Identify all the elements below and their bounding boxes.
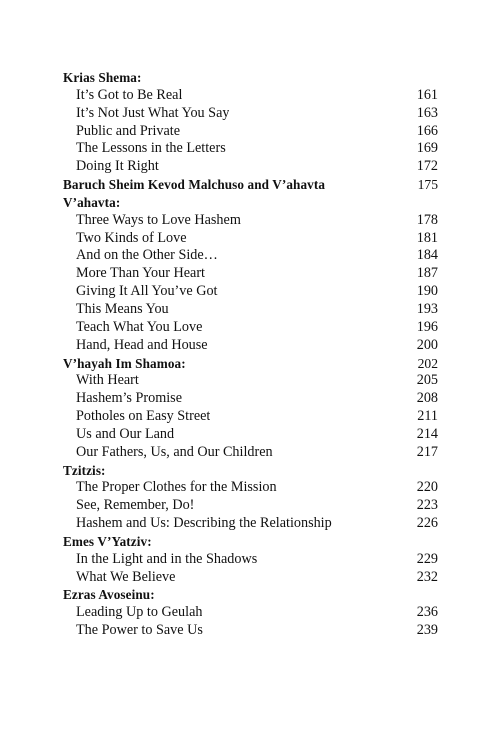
toc-entry — [63, 515, 438, 533]
toc-entry — [63, 444, 438, 462]
entry-title: Hand, Head and House — [76, 336, 208, 353]
page-number: 190 — [416, 283, 438, 300]
page-number: 163 — [416, 104, 438, 121]
entry-title: Two Kinds of Love — [76, 229, 187, 246]
toc-entry — [63, 497, 438, 515]
toc-section-heading — [63, 586, 438, 604]
page-number: 208 — [416, 390, 438, 407]
page-number: 166 — [416, 122, 438, 139]
toc-entry — [63, 212, 438, 230]
entry-title: It’s Not Just What You Say — [76, 104, 230, 121]
entry-title: More Than Your Heart — [76, 265, 205, 282]
page-number: 161 — [416, 86, 438, 103]
page-number: 236 — [416, 604, 438, 621]
entry-title: Hashem’s Promise — [76, 390, 183, 407]
entry-title: In the Light and in the Shadows — [76, 550, 258, 567]
page-number: 181 — [416, 229, 438, 246]
toc-entry — [63, 337, 438, 355]
page-number: 223 — [416, 497, 438, 514]
entry-title: The Lessons in the Letters — [76, 140, 226, 157]
toc-entry — [63, 105, 438, 123]
section-title: Baruch Sheim Kevod Malchuso and V’ahavta — [63, 177, 326, 193]
toc-section-heading — [63, 355, 438, 373]
toc-entry — [63, 372, 438, 390]
entry-title: What We Believe — [76, 568, 176, 585]
toc-entry — [63, 319, 438, 337]
entry-title: Three Ways to Love Hashem — [76, 211, 241, 228]
toc-section-heading — [63, 533, 438, 551]
toc-entry — [63, 604, 438, 622]
entry-title: Doing It Right — [76, 158, 159, 175]
toc-entry — [63, 390, 438, 408]
toc-entry — [63, 426, 438, 444]
toc-entry — [63, 569, 438, 587]
page-number: 200 — [416, 336, 438, 353]
page-number: 184 — [416, 247, 438, 264]
page-number: 172 — [416, 158, 438, 175]
page-number: 217 — [416, 443, 438, 460]
toc-entry — [63, 301, 438, 319]
entry-title: With Heart — [76, 372, 139, 389]
toc-entry — [63, 87, 438, 105]
entry-title: It’s Got to Be Real — [76, 86, 183, 103]
page-number: 226 — [416, 515, 438, 532]
entry-title: Our Fathers, Us, and Our Children — [76, 443, 273, 460]
entry-title: Public and Private — [76, 122, 181, 139]
toc-section-heading — [63, 462, 438, 480]
entry-title: Potholes on Easy Street — [76, 408, 211, 425]
toc-entry — [63, 230, 438, 248]
section-title: Tzitzis: — [63, 462, 106, 478]
entry-title: The Power to Save Us — [76, 622, 203, 639]
toc-entry — [63, 283, 438, 301]
page-number: 193 — [416, 300, 438, 317]
toc-entry — [63, 479, 438, 497]
entry-title: Teach What You Love — [76, 318, 203, 335]
toc-section-heading — [63, 176, 438, 194]
page-number: 214 — [416, 425, 438, 442]
toc-section-heading — [63, 194, 438, 212]
toc-entry — [63, 551, 438, 569]
toc-section-heading — [63, 69, 438, 87]
toc-entry — [63, 140, 438, 158]
toc-entry — [63, 622, 438, 640]
page-number: 169 — [416, 140, 438, 157]
page-number: 175 — [417, 177, 438, 193]
section-title: Ezras Avoseinu: — [63, 587, 155, 603]
entry-title: Hashem and Us: Describing the Relationship — [76, 515, 332, 532]
page-number: 196 — [416, 318, 438, 335]
section-title: Emes V’Yatziv: — [63, 533, 152, 549]
page-number: 232 — [416, 568, 438, 585]
toc-entry — [63, 247, 438, 265]
entry-title: See, Remember, Do! — [76, 497, 195, 514]
section-title: V’ahavta: — [63, 194, 121, 210]
section-title: Krias Shema: — [63, 70, 142, 85]
entry-title: Us and Our Land — [76, 425, 175, 442]
section-title: V’hayah Im Shamoa: — [63, 355, 186, 371]
page-number: 239 — [416, 622, 438, 639]
entry-title: This Means You — [76, 300, 169, 317]
page-number: 211 — [417, 408, 438, 425]
toc-entry — [63, 123, 438, 141]
page-number: 178 — [416, 211, 438, 228]
toc-entry — [63, 158, 438, 176]
toc-entry — [63, 265, 438, 283]
page-number: 229 — [416, 550, 438, 567]
entry-title: Giving It All You’ve Got — [76, 283, 218, 300]
page-number: 187 — [416, 265, 438, 282]
entry-title: The Proper Clothes for the Mission — [76, 479, 277, 496]
page-number: 205 — [416, 372, 438, 389]
entry-title: And on the Other Side… — [76, 247, 218, 264]
table-of-contents — [63, 69, 438, 640]
page-number: 220 — [416, 479, 438, 496]
entry-title: Leading Up to Geulah — [76, 604, 203, 621]
toc-entry — [63, 408, 438, 426]
page-number: 202 — [417, 355, 438, 371]
